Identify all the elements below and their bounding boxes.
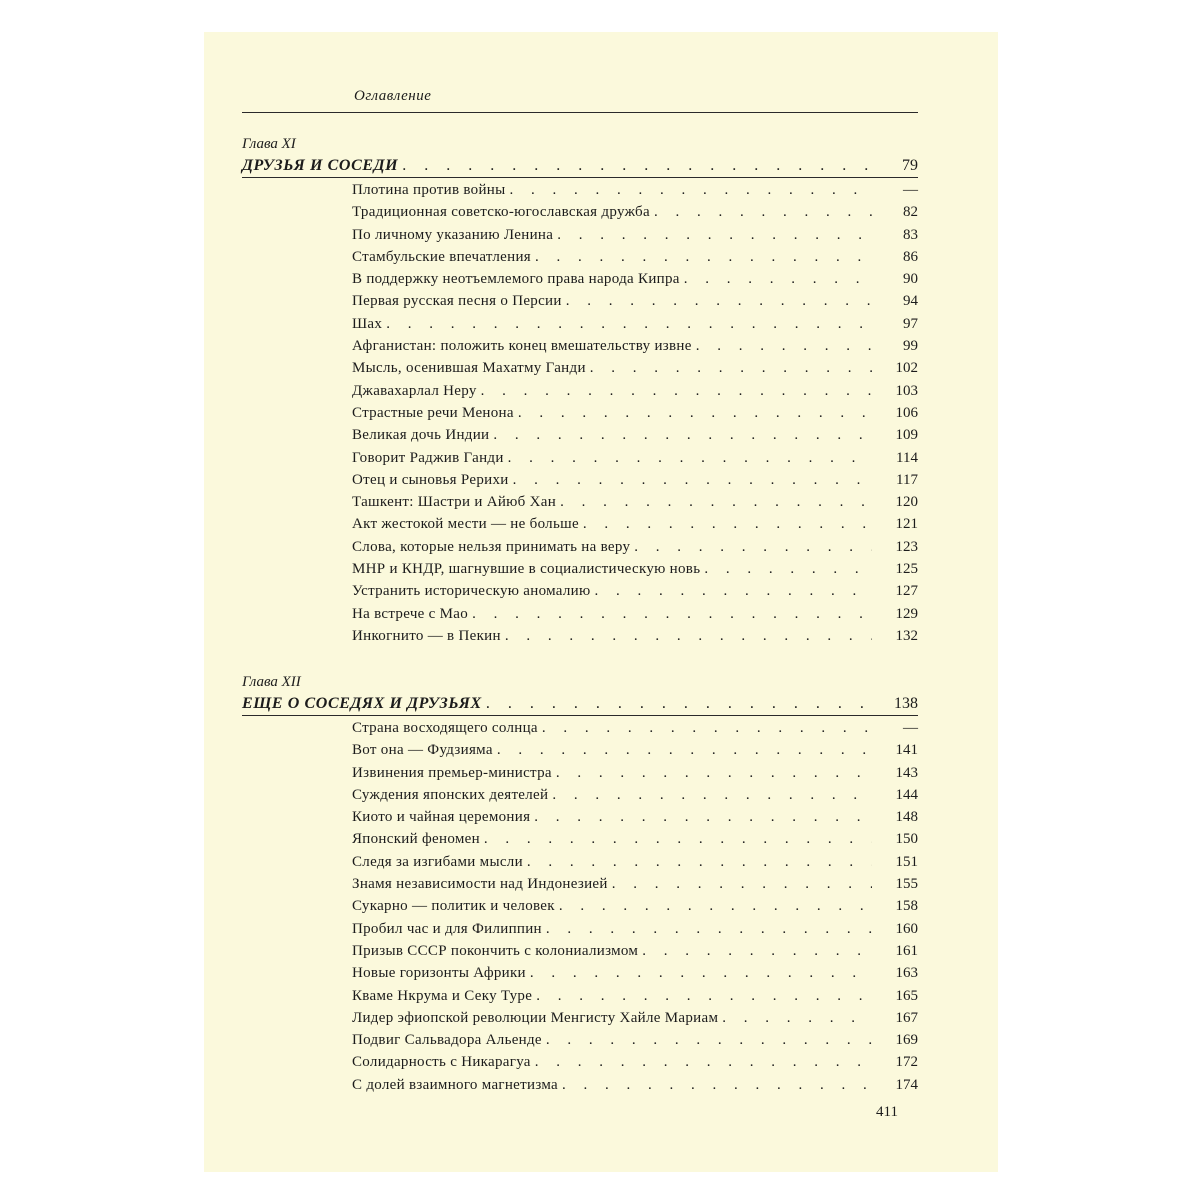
dot-leader bbox=[566, 290, 872, 312]
toc-entry bbox=[352, 536, 918, 558]
running-head: Оглавление bbox=[354, 88, 432, 104]
dot-leader bbox=[559, 895, 872, 917]
entry-page-number: 144 bbox=[895, 786, 918, 803]
toc-entry bbox=[352, 246, 918, 268]
toc-entry bbox=[352, 1007, 918, 1029]
entry-title: На встрече с Мао bbox=[352, 605, 469, 622]
entry-page-number: 117 bbox=[896, 471, 918, 488]
dot-leader bbox=[590, 357, 872, 379]
chapter-11 bbox=[242, 135, 918, 647]
entry-title: Вот она — Фудзияма bbox=[352, 742, 493, 759]
toc-entry bbox=[352, 873, 918, 895]
dot-leader bbox=[505, 625, 872, 647]
chapter-12 bbox=[242, 673, 918, 1096]
toc-entry bbox=[352, 828, 918, 850]
toc-entry bbox=[352, 313, 918, 335]
entry-page-number: 169 bbox=[895, 1032, 918, 1049]
toc-entries bbox=[242, 717, 918, 1096]
entry-page-number: 155 bbox=[895, 876, 918, 893]
dot-leader bbox=[535, 246, 872, 268]
entry-page-number: 127 bbox=[895, 583, 918, 600]
dot-leader bbox=[481, 380, 872, 402]
dot-leader bbox=[534, 806, 872, 828]
dot-leader bbox=[493, 424, 872, 446]
toc-entry bbox=[352, 739, 918, 761]
dot-leader bbox=[722, 1007, 872, 1029]
entry-title: Призыв СССР покончить с колониализмом bbox=[352, 942, 639, 959]
entry-page-number: 82 bbox=[903, 204, 918, 221]
dot-leader bbox=[497, 739, 872, 761]
toc-entries bbox=[242, 179, 918, 647]
toc-entry bbox=[352, 513, 918, 535]
dot-leader bbox=[546, 918, 872, 940]
toc-entry bbox=[352, 380, 918, 402]
dot-leader bbox=[508, 447, 872, 469]
entry-title: В поддержку неотъемлемого права народа Кипра bbox=[352, 271, 680, 288]
toc-entry bbox=[352, 918, 918, 940]
chapter-title-row bbox=[242, 691, 918, 717]
dot-leader bbox=[704, 558, 872, 580]
entry-page-number: 106 bbox=[895, 404, 918, 421]
dot-leader bbox=[486, 691, 872, 717]
dot-leader bbox=[583, 513, 872, 535]
chapter-page-number: 138 bbox=[894, 695, 918, 712]
dot-leader bbox=[560, 491, 872, 513]
entry-page-number: 143 bbox=[895, 764, 918, 781]
toc-entry bbox=[352, 962, 918, 984]
entry-title: Кваме Нкрума и Секу Туре bbox=[352, 987, 533, 1004]
dot-leader bbox=[518, 402, 872, 424]
entry-title: Традиционная советско-югославская дружба bbox=[352, 204, 650, 221]
dot-leader bbox=[642, 940, 872, 962]
entry-page-number: 148 bbox=[895, 809, 918, 826]
dot-leader bbox=[556, 762, 872, 784]
entry-title: С долей взаимного магнетизма bbox=[352, 1076, 558, 1093]
entry-page-number: 102 bbox=[895, 360, 918, 377]
entry-title: Джавахарлал Неру bbox=[352, 382, 477, 399]
chapter-title: ДРУЗЬЯ И СОСЕДИ bbox=[242, 157, 399, 174]
toc-entry bbox=[352, 357, 918, 379]
entry-page-number: 123 bbox=[895, 538, 918, 555]
toc-entry bbox=[352, 424, 918, 446]
dot-leader bbox=[562, 1074, 872, 1096]
dot-leader bbox=[612, 873, 872, 895]
entry-title: Суждения японских деятелей bbox=[352, 786, 549, 803]
dot-leader bbox=[634, 536, 872, 558]
dot-leader bbox=[595, 580, 872, 602]
entry-page-number: 165 bbox=[895, 987, 918, 1004]
entry-title: По личному указанию Ленина bbox=[352, 226, 554, 243]
chapter-label: Глава XII bbox=[242, 674, 301, 690]
entry-page-number: 90 bbox=[903, 271, 918, 288]
entry-page-number: 151 bbox=[895, 853, 918, 870]
dot-leader bbox=[696, 335, 872, 357]
entry-title: Стамбульские впечатления bbox=[352, 248, 531, 265]
toc-entry bbox=[352, 1029, 918, 1051]
entry-title: Страна восходящего солнца bbox=[352, 720, 538, 736]
toc-entry bbox=[352, 335, 918, 357]
dot-leader bbox=[535, 1051, 872, 1073]
toc-entry bbox=[352, 851, 918, 873]
entry-title: Сукарно — политик и человек bbox=[352, 898, 555, 915]
entry-title: Устранить историческую аномалию bbox=[352, 583, 591, 600]
entry-title: Акт жестокой мести — не больше bbox=[352, 516, 579, 533]
dot-leader bbox=[546, 1029, 872, 1051]
toc-entry bbox=[352, 447, 918, 469]
toc-entry bbox=[352, 201, 918, 223]
toc-entry bbox=[352, 1051, 918, 1073]
toc-entry bbox=[352, 625, 918, 647]
entry-page-number: 160 bbox=[895, 920, 918, 937]
chapter-page-number: 79 bbox=[902, 157, 918, 174]
entry-page-number: 161 bbox=[895, 942, 918, 959]
dot-leader bbox=[530, 962, 872, 984]
book-page bbox=[204, 32, 998, 1172]
entry-page-number: 99 bbox=[903, 338, 918, 355]
chapter-title-row bbox=[242, 153, 918, 179]
entry-title: Солидарность с Никарагуа bbox=[352, 1054, 531, 1071]
entry-page-number: — bbox=[903, 720, 918, 736]
entry-title: Мысль, осенившая Махатму Ганди bbox=[352, 360, 586, 377]
dot-leader bbox=[552, 784, 872, 806]
entry-title: МНР и КНДР, шагнувшие в социалистическую новь bbox=[352, 561, 701, 578]
entry-title: Отец и сыновья Рерихи bbox=[352, 471, 509, 488]
entry-page-number: 86 bbox=[903, 248, 918, 265]
toc-entry bbox=[352, 268, 918, 290]
dot-leader bbox=[536, 985, 872, 1007]
entry-page-number: 120 bbox=[895, 494, 918, 511]
entry-page-number: 114 bbox=[896, 449, 918, 466]
dot-leader bbox=[654, 201, 872, 223]
header-rule bbox=[242, 112, 918, 113]
entry-title: Извинения премьер-министра bbox=[352, 764, 552, 781]
toc-entry bbox=[352, 806, 918, 828]
toc-entry bbox=[352, 402, 918, 424]
entry-page-number: 172 bbox=[895, 1054, 918, 1071]
entry-page-number: 141 bbox=[895, 742, 918, 759]
entry-page-number: 174 bbox=[895, 1076, 918, 1093]
entry-title: Следя за изгибами мысли bbox=[352, 853, 523, 870]
entry-page-number: 132 bbox=[895, 627, 918, 644]
folio-page-number: 411 bbox=[876, 1104, 898, 1120]
entry-title: Киото и чайная церемония bbox=[352, 809, 531, 826]
entry-page-number: 97 bbox=[903, 315, 918, 332]
entry-title: Лидер эфиопской революции Менгисту Хайле Мариам bbox=[352, 1009, 719, 1026]
toc-entry bbox=[352, 290, 918, 312]
entry-page-number: 150 bbox=[895, 831, 918, 848]
entry-title: Ташкент: Шастри и Айюб Хан bbox=[352, 494, 557, 511]
dot-leader bbox=[513, 469, 872, 491]
dot-leader bbox=[484, 828, 872, 850]
entry-title: Плотина против войны bbox=[352, 182, 506, 198]
entry-page-number: — bbox=[903, 182, 918, 198]
toc-entry bbox=[352, 784, 918, 806]
toc-entry bbox=[352, 469, 918, 491]
chapter-title-rule bbox=[242, 177, 918, 178]
entry-page-number: 129 bbox=[895, 605, 918, 622]
chapter-label: Глава XI bbox=[242, 136, 296, 152]
entry-title: Новые горизонты Африки bbox=[352, 965, 526, 982]
entry-title: Шах bbox=[352, 315, 383, 332]
dot-leader bbox=[510, 179, 873, 201]
entry-page-number: 109 bbox=[895, 427, 918, 444]
dot-leader bbox=[684, 268, 872, 290]
entry-title: Слова, которые нельзя принимать на веру bbox=[352, 538, 631, 555]
entry-title: Знамя независимости над Индонезией bbox=[352, 876, 608, 893]
entry-page-number: 125 bbox=[895, 561, 918, 578]
toc-entry bbox=[352, 762, 918, 784]
entry-title: Подвиг Сальвадора Альенде bbox=[352, 1032, 542, 1049]
toc-entry bbox=[352, 224, 918, 246]
toc-entry bbox=[352, 491, 918, 513]
entry-title: Японский феномен bbox=[352, 831, 480, 848]
entry-title: Афганистан: положить конец вмешательству извне bbox=[352, 338, 692, 355]
toc-entry bbox=[352, 603, 918, 625]
entry-title: Говорит Раджив Ганди bbox=[352, 449, 504, 466]
dot-leader bbox=[472, 603, 872, 625]
entry-title: Инкогнито — в Пекин bbox=[352, 627, 501, 644]
entry-page-number: 94 bbox=[903, 293, 918, 310]
toc-entry bbox=[352, 940, 918, 962]
toc-entry bbox=[352, 580, 918, 602]
entry-page-number: 167 bbox=[895, 1009, 918, 1026]
entry-page-number: 121 bbox=[895, 516, 918, 533]
dot-leader bbox=[542, 717, 872, 739]
dot-leader bbox=[386, 313, 872, 335]
chapter-title-rule bbox=[242, 715, 918, 716]
entry-title: Страстные речи Менона bbox=[352, 404, 514, 421]
dot-leader bbox=[557, 224, 872, 246]
toc-entry bbox=[352, 179, 918, 201]
toc-entry bbox=[352, 985, 918, 1007]
entry-page-number: 103 bbox=[895, 382, 918, 399]
chapter-title: ЕЩЕ О СОСЕДЯХ И ДРУЗЬЯХ bbox=[242, 695, 482, 712]
entry-title: Первая русская песня о Персии bbox=[352, 293, 562, 310]
toc-entry bbox=[352, 1074, 918, 1096]
entry-page-number: 163 bbox=[895, 965, 918, 982]
entry-title: Пробил час и для Филиппин bbox=[352, 920, 542, 937]
dot-leader bbox=[527, 851, 872, 873]
toc-entry bbox=[352, 895, 918, 917]
entry-title: Великая дочь Индии bbox=[352, 427, 490, 444]
entry-page-number: 158 bbox=[895, 898, 918, 915]
toc-entry bbox=[352, 558, 918, 580]
toc-entry bbox=[352, 717, 918, 739]
dot-leader bbox=[402, 153, 872, 179]
entry-page-number: 83 bbox=[903, 226, 918, 243]
